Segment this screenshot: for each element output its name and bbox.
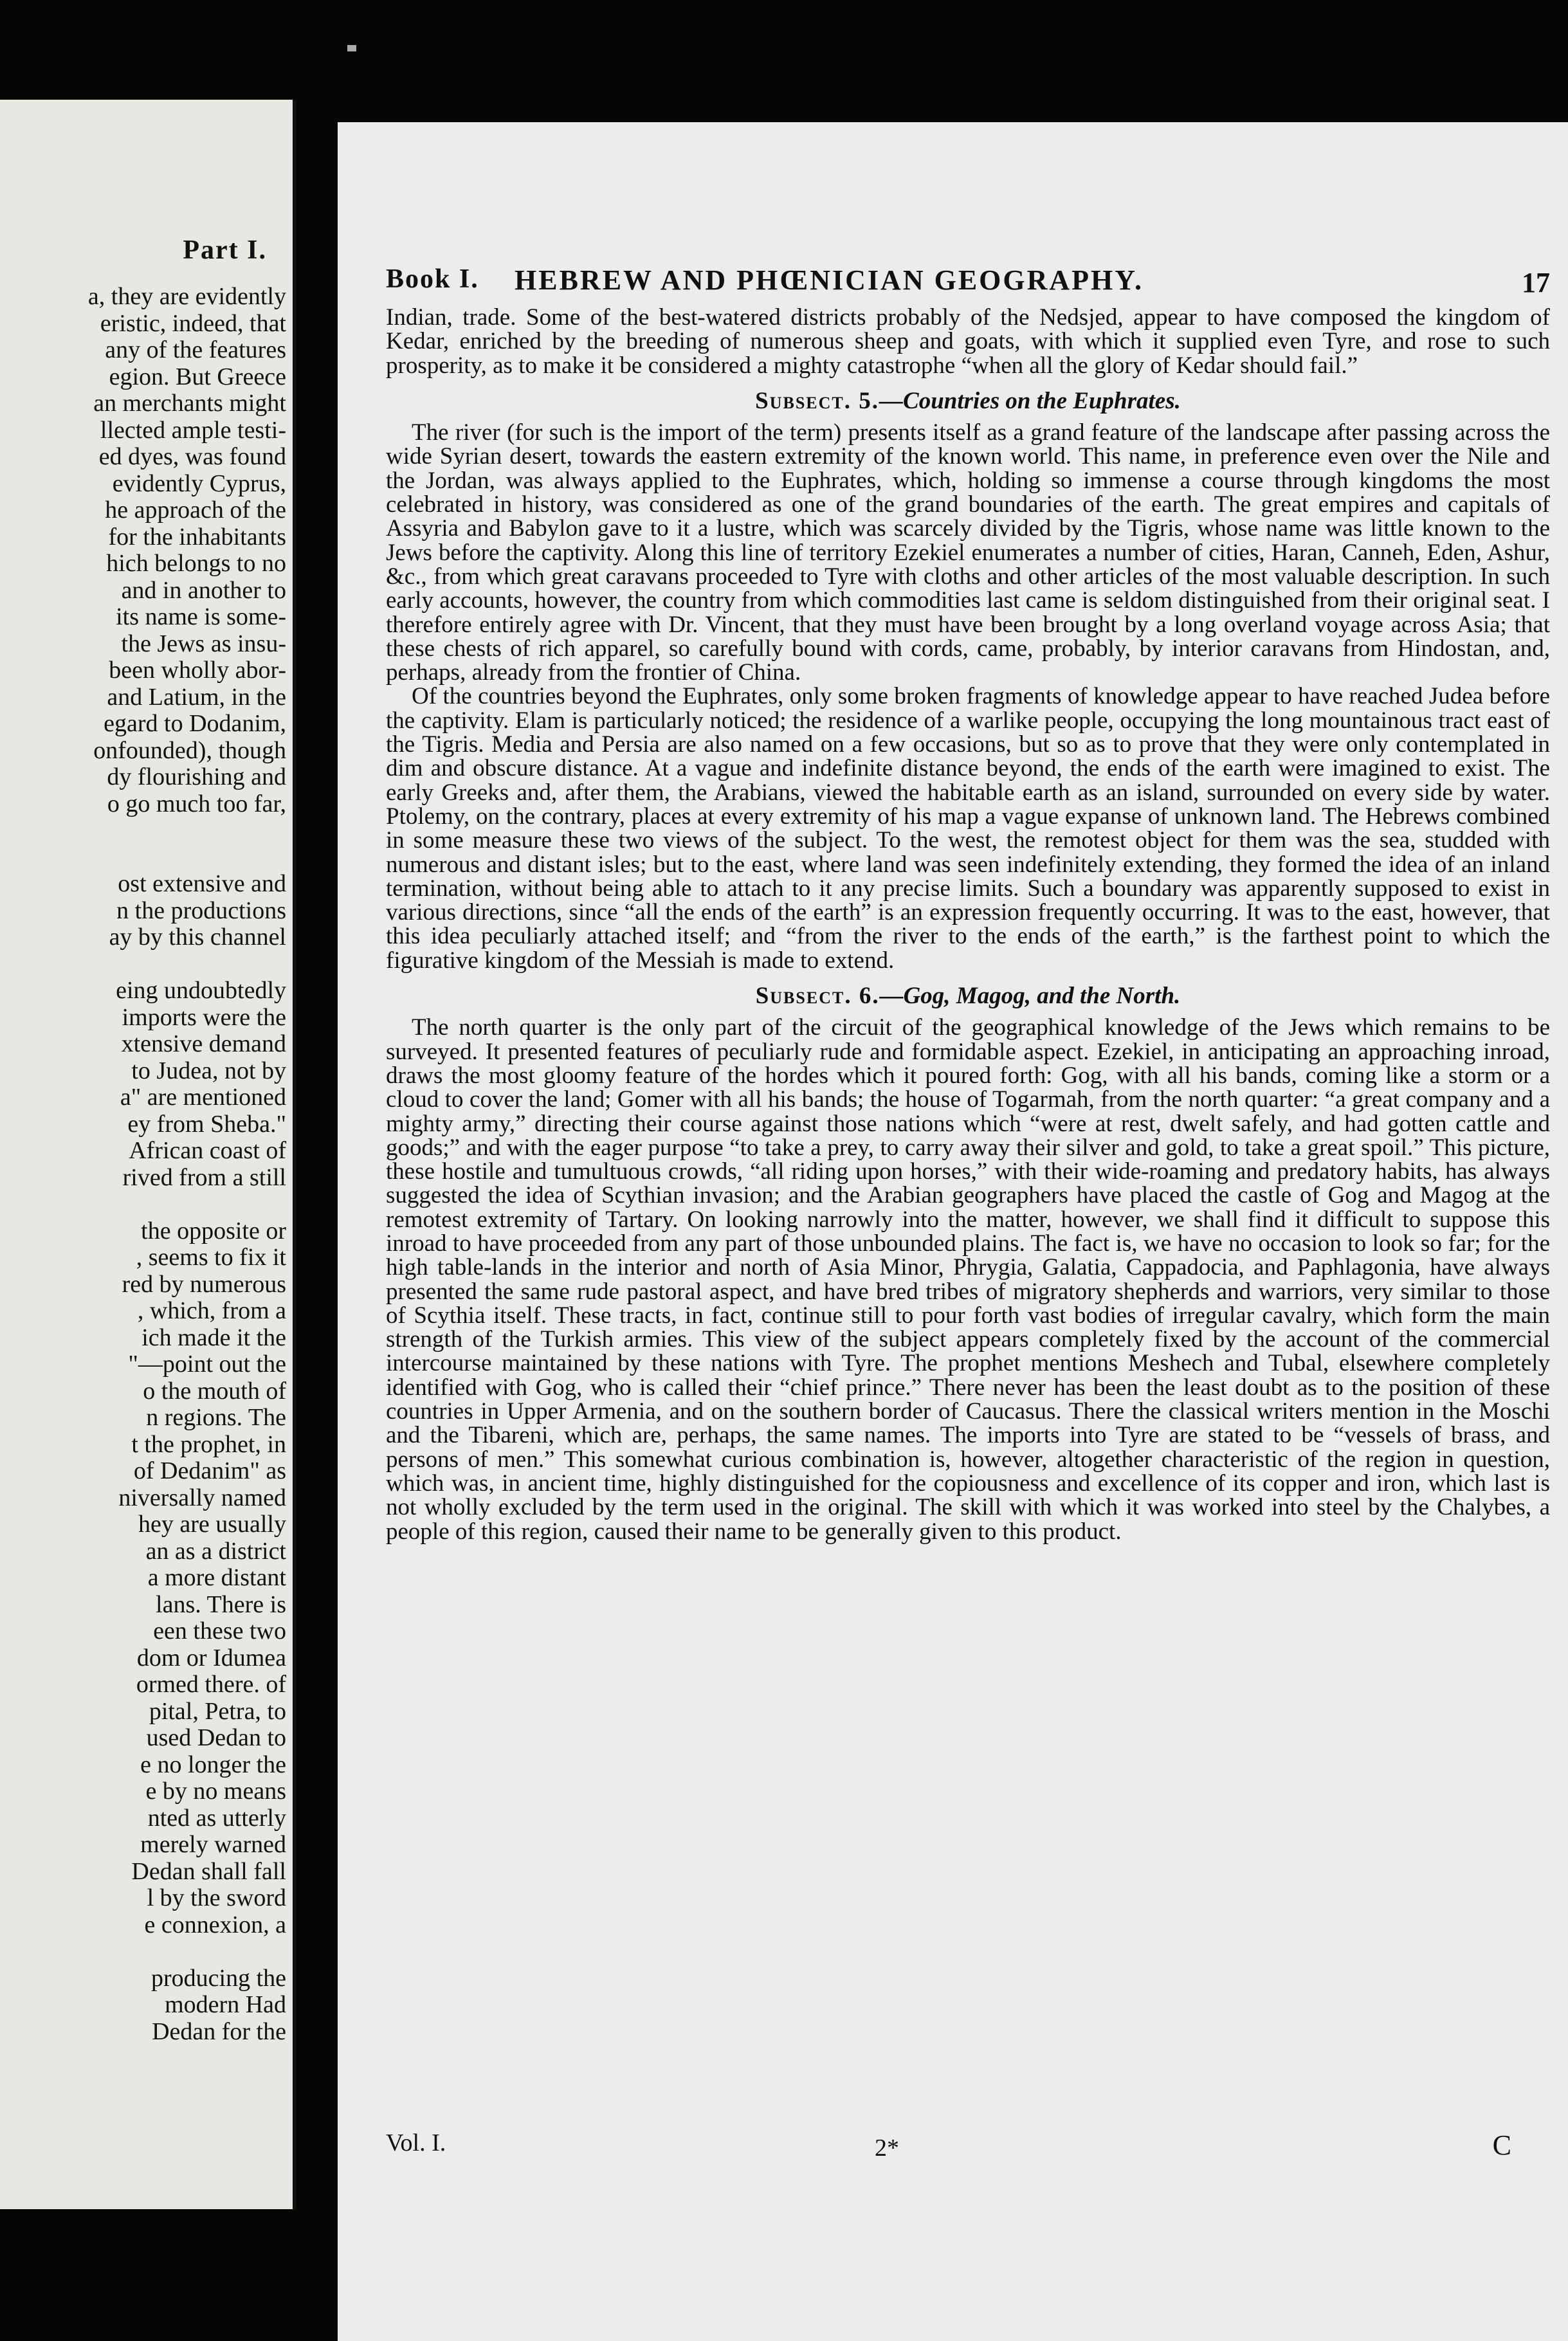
catchword-letter: C (1492, 2129, 1511, 2161)
left-page-line: a, they are evidently (87, 283, 286, 310)
left-page-line: ay by this channel (109, 924, 286, 951)
scan-speck (347, 45, 356, 51)
left-page-line: egion. But Greece (109, 363, 286, 390)
left-page-line: e no longer the (140, 1751, 286, 1778)
left-page-line: ich made it the (141, 1324, 286, 1351)
subsection-title: —Gog, Magog, and the North. (879, 983, 1181, 1010)
left-page-line: l by the sword (147, 1884, 286, 1911)
left-page-line: eristic, indeed, that (100, 309, 286, 337)
left-page-line: evidently Cyprus, (112, 469, 286, 497)
left-page-line: o the mouth of (143, 1377, 286, 1405)
signature-mark: 2* (875, 2135, 899, 2162)
left-page-line: rived from a still (122, 1163, 286, 1191)
left-page-line: ormed there. of (136, 1671, 286, 1698)
left-page-header: Part I. (183, 235, 267, 265)
subsection-title: —Countries on the Euphrates. (879, 387, 1181, 414)
left-page-line: any of the features (105, 336, 286, 363)
left-page-line: xtensive demand (121, 1030, 286, 1057)
left-page-line: he approach of the (105, 496, 286, 524)
left-page-line: the opposite or (141, 1217, 286, 1244)
left-page-line: e by no means (145, 1778, 286, 1805)
left-page-line: the Jews as insu- (121, 630, 286, 657)
subsection-5-heading (386, 389, 1550, 413)
left-page-line: n regions. The (146, 1404, 286, 1431)
left-page-line: , which, from a (137, 1297, 286, 1324)
left-page-line: used Dedan to (146, 1724, 286, 1751)
right-page (338, 122, 1568, 2341)
book-label: Book I. (386, 264, 479, 294)
left-page-line (10, 817, 286, 844)
left-page-line: dy flourishing and (107, 763, 286, 790)
left-page-line: Dedan shall fall (131, 1857, 286, 1885)
left-page-line: "—point out the (128, 1351, 286, 1378)
left-page-line: ost extensive and (118, 870, 286, 897)
left-page-line: of Dedanim" as (133, 1457, 286, 1484)
left-page-line (10, 1191, 286, 1218)
paragraph: The north quarter is the only part of the circuit of the geographical knowledge of the Jews which remains to be surveyed. It presented features of peculiarly rude and formidable aspect. Ezekiel, in anticipating an approaching inroad, draws the most gloomy feature of the hordes which it poured forth: Gog, with all his bands, coming like a storm or a cloud to cover the land; Gomer with all his bands; the house of Togarmah, from the north quarter: “a great company and a mighty army,” directing their course against those nations which “were at rest, dwelt safely, and had gotten cattle and goods;” and with the eager purpose “to take a prey, to carry away their silver and gold, to take a great spoil.” This picture, these hostile and tumultuous crowds, “all riding upon horses,” with their wide-roaming and predatory habits, has always suggested the idea of Scythian invasion; and the Arabian geographers have placed the castle of Gog and Magog at the remotest extremity of Tartary. On looking narrowly into the matter, however, we shall find it difficult to suppose this inroad to have proceeded from any part of those unbounded plains. The fact is, we have no occasion to look so far; for the high table-lands in the interior and north of Asia Minor, Phrygia, Galatia, Cappadocia, and Paphlagonia, have always presented the same rude pastoral aspect, and have bred tribes of migratory shepherds and warriors, very similar to those of Scythia itself. These tracts, in fact, continue still to pour forth vast bodies of irregular cavalry, which form the main strength of the Turkish armies. This view of the subject appears completely fixed by the account of the commercial intercourse maintained by these nations with Tyre. The prophet mentions Meshech and Tubal, elsewhere completely identified with Gog, who is called their “chief prince.” There never has been the least doubt as to the position of these countries in Upper Armenia, and on the southern border of Caucasus. There the classical writers mention in the Moschi and the Tibareni, which are, perhaps, the same names. The imports into Tyre are stated to be “vessels of brass, and persons of men.” This somewhat curious combination is, however, altogether characteristic of the region in question, which was, in ancient time, highly distinguished for the copiousness and excellence of its copper and iron, which last is not wholly excluded by the term used in the original. The skill with which it was worked into steel by the Chalybes, a people of this region, caused their name to be generally given to this product. (386, 1014, 1550, 1545)
left-page-line: ed dyes, was found (98, 443, 286, 470)
page-number: 17 (1522, 267, 1550, 298)
paragraph: Of the countries beyond the Euphrates, only some broken fragments of knowledge appear to have reached Judea before the captivity. Elam is particularly noticed; the residence of a warlike people, occupying the long mountainous tract east of the Tigris. Media and Persia are also named on a few occasions, but so as to prove that they were only contemplated in dim and obscure distance. At a vague and indefinite distance beyond, the ends of the earth were imagined to exist. The early Greeks and, after them, the Arabians, viewed the habitable earth as an island, surrounded on every side by water. Ptolemy, on the contrary, places at every extremity of his map a vague expanse of unknown land. The Hebrews combined in some measure these two views of the subject. To the west, the remotest object for them was the sea, studded with numerous and distant isles; but to the east, where land was seen indefinitely extending, they formed the idea of an inland termination, without being able to attach to it any precise limits. Such a boundary was apparently supposed to exist in various directions, since “all the ends of the earth” is an expression frequently occurring. It was to the east, however, that this idea peculiarly attached itself; and “from the river to the ends of the earth,” is the farthest point to which the figurative kingdom of the Messiah is made to extend. (386, 683, 1550, 974)
left-page-line: imports were the (122, 1003, 286, 1031)
left-page-line (10, 844, 286, 871)
left-page-line: nted as utterly (147, 1804, 286, 1832)
left-page-line: an as a district (145, 1537, 286, 1565)
running-title: HEBREW AND PHŒNICIAN GEOGRAPHY. (515, 264, 1144, 296)
left-page-line: for the inhabitants (108, 523, 286, 551)
left-page-line: lans. There is (156, 1590, 286, 1618)
intro-paragraph: Indian, trade. Some of the best-watered districts probably of the Nedsjed, appear to have composed the kingdom of Kedar, enriched by the breeding of numerous sheep and goats, with which it supplied even Tyre, and rose to such prosperity, as to make it be considered a mighty catastrophe “when all the glory of Kedar should fail.” (386, 304, 1550, 379)
left-page-line: llected ample testi- (100, 416, 286, 444)
subsection-label: Subsect. 5. (755, 387, 880, 414)
left-page-line: modern Had (165, 1991, 286, 2018)
left-page-line: African coast of (129, 1137, 286, 1164)
left-page-line: been wholly abor- (109, 657, 286, 684)
left-page-line: n the productions (116, 897, 286, 924)
left-page-line: onfounded), though (93, 736, 286, 764)
left-page-line (10, 951, 286, 978)
left-page-line: ey from Sheba." (127, 1110, 286, 1138)
volume-label: Vol. I. (386, 2129, 446, 2156)
left-page-line: a more distant (147, 1564, 286, 1591)
left-page-line: an merchants might (93, 390, 286, 417)
left-page-line: , seems to fix it (136, 1244, 286, 1271)
left-page-line: hich belongs to no (106, 550, 286, 577)
left-page-fragment (0, 100, 296, 2209)
subsection-6-heading (386, 984, 1550, 1008)
left-page-line: and Latium, in the (107, 683, 286, 711)
left-page-line: eing undoubtedly (116, 977, 286, 1004)
left-page-line: egard to Dodanim, (104, 710, 286, 737)
left-page-text (10, 284, 286, 2045)
left-page-line: red by numerous (122, 1270, 286, 1298)
left-page-line: its name is some- (116, 603, 286, 630)
left-page-line: a" are mentioned (120, 1084, 286, 1111)
left-page-line: t the prophet, in (131, 1430, 286, 1458)
left-page-line (10, 1938, 286, 1965)
left-page-line: and in another to (121, 576, 286, 604)
left-page-line: producing the (150, 1964, 286, 1992)
left-page-line: o go much too far, (107, 790, 286, 817)
left-page-line: niversally named (118, 1484, 286, 1511)
page-header (386, 264, 1550, 302)
paragraph: The river (for such is the import of the term) presents itself as a grand feature of the landscape after passing across the wide Syrian desert, towards the eastern extremity of the known world. This name, in preference even over the Nile and the Jordan, was always applied to the Euphrates, which, holding so immense a course through kingdoms the most celebrated in history, was considered as one of the grand boundaries of the earth. The great empires and capitals of Assyria and Babylon gave to it a lustre, which was scarcely divided by the Tigris, whose name was little known to the Jews before the captivity. Along this line of territory Ezekiel enumerates a number of cities, Haran, Canneh, Eden, Ashur, &c., from which great caravans proceeded to Tyre with cloths and other articles of the most valuable description. In such early accounts, however, the country from which commodities last came is seldom distinguished from their original seat. I therefore entirely agree with Dr. Vincent, that they must have been brought by a long overland voyage across Asia; that these chests of rich apparel, so carefully bound with cords, came, probably, by interior caravans from Hindostan, and, perhaps, already from the frontier of China. (386, 419, 1550, 686)
left-page-line: merely warned (140, 1831, 286, 1858)
left-page-line: to Judea, not by (131, 1057, 286, 1084)
left-page-line: pital, Petra, to (149, 1697, 286, 1725)
left-page-line: Dedan for the (152, 2018, 286, 2045)
page-footer (386, 2129, 1550, 2167)
left-page-line: hey are usually (138, 1511, 286, 1538)
left-page-line: een these two (153, 1617, 286, 1644)
left-page-line: e connexion, a (144, 1911, 286, 1938)
left-page-line: dom or Idumea (136, 1644, 286, 1671)
page-body (386, 305, 1550, 1544)
subsection-label: Subsect. 6. (755, 983, 880, 1010)
